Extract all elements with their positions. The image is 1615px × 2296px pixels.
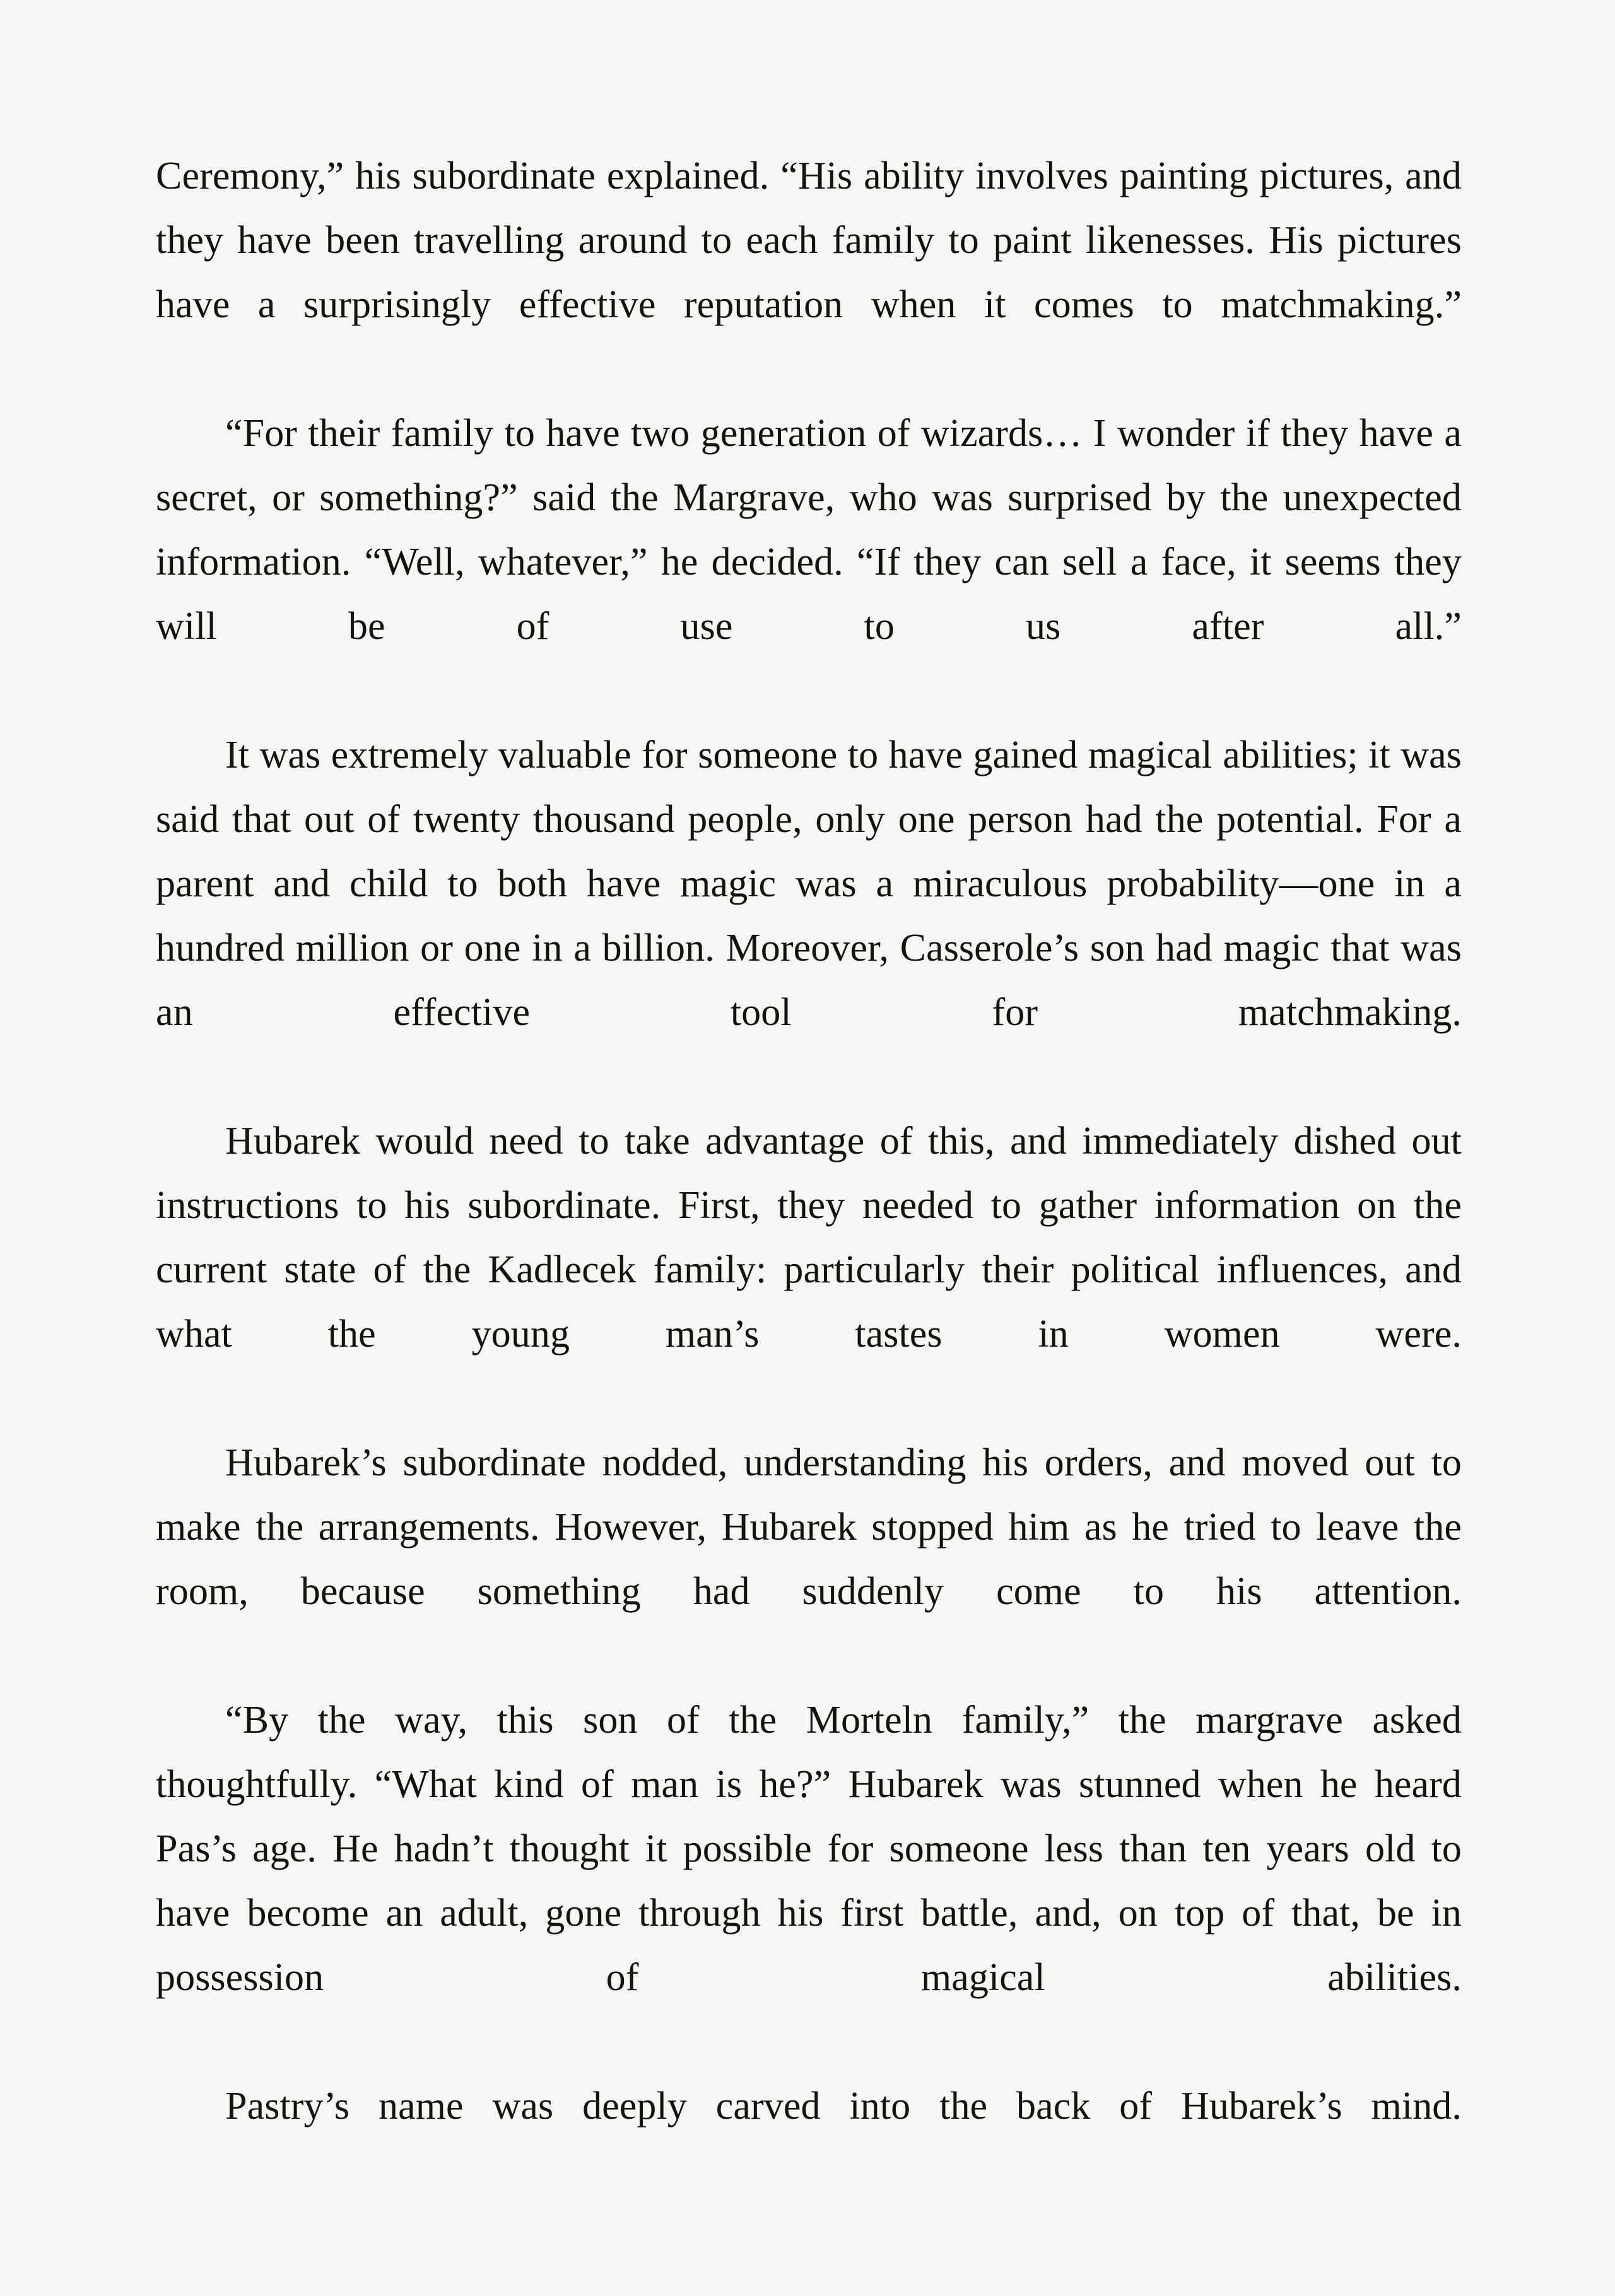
paragraph-4: Hubarek would need to take advantage of this, and immediately dished out instructions to his subordinate. First, they needed to gather information on the current state of the Kadlecek family: particularly their political influences, and what the young man’s tastes in women were. (156, 1120, 1462, 1356)
paragraph-2: “For their family to have two generation of wizards… I wonder if they have a secret, or something?” said the Margrave, who was surprised by the unexpected information. “Well, whatever,” he decided. “If they can sell a face, it seems they will be of use to us after all.” (156, 412, 1462, 648)
paragraph-5: Hubarek’s subordinate nodded, understanding his orders, and moved out to make the arrangements. However, Hubarek stopped him as he tried to leave the room, because something had suddenly come to his attention. (156, 1441, 1462, 1613)
paragraph-3: It was extremely valuable for someone to have gained magical abilities; it was said that out of twenty thousand people, only one person had the potential. For a parent and child to both have magic was a miraculous probability—one in a hundred million or one in a billion. Moreover, Casserole’s son had magic that was an effective tool for matchmaking. (156, 734, 1462, 1034)
paragraph-6: “By the way, this son of the Morteln family,” the margrave asked thoughtfully. “What kind of man is he?” Hubarek was stunned when he heard Pas’s age. He hadn’t thought it possible for someone less than ten years old to have become an adult, gone through his first battle, and, on top of that, be in possession of magical abilities. (156, 1699, 1462, 1999)
body-text-column (156, 144, 1462, 2203)
paragraph-7: Pastry’s name was deeply carved into the back of Hubarek’s mind. (225, 2085, 1462, 2128)
paragraph-1: Ceremony,” his subordinate explained. “His ability involves painting pictures, and they have been travelling around to each family to paint likenesses. His pictures have a surprisingly effective reputation when it comes to matchmaking.” (156, 155, 1462, 326)
